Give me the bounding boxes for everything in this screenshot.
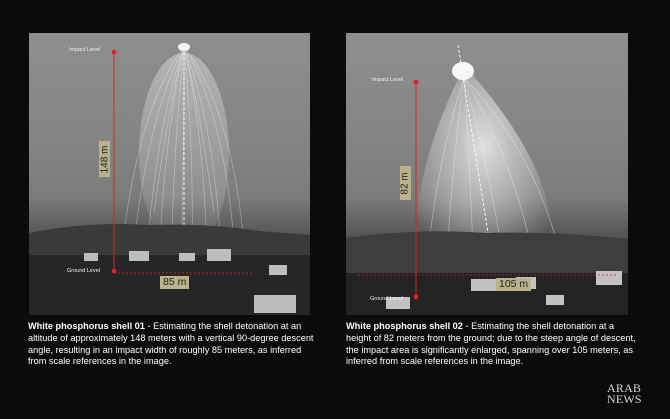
impact-level-label: Impact Level <box>372 77 404 83</box>
caption-shell-01 <box>28 321 318 368</box>
width-badge: 105 m <box>496 278 531 291</box>
height-badge <box>400 166 411 200</box>
impact-level-dot <box>112 50 117 55</box>
caption-body: - Estimating the shell detonation at an altitude of approximately 148 meters with a vertical 90-degree descent angle, resulting in an impact width of roughly 85 meters, as inferred from scale references in the image. <box>28 321 314 367</box>
caption-shell-02 <box>346 321 636 368</box>
height-badge-text: 148 m <box>99 145 111 173</box>
ground-level-label: Ground Level <box>67 268 101 274</box>
logo-line-2: NEWS <box>607 392 642 406</box>
width-badge: 85 m <box>160 276 189 289</box>
height-badge-text: 82 m <box>400 171 412 195</box>
caption-title: White phosphorus shell 02 <box>346 321 463 331</box>
photo-panel-shell-02 <box>346 33 628 315</box>
height-badge <box>99 141 110 177</box>
arab-news-logo <box>607 383 659 405</box>
shell-02-scene <box>346 33 628 315</box>
logo-line-1: ARAB <box>607 381 642 395</box>
impact-level-dot <box>414 80 419 85</box>
impact-level-label: Impact Level <box>69 47 101 53</box>
photo-panel-shell-01 <box>29 33 310 315</box>
caption-body: - Estimating the shell detonation at a height of 82 meters from the ground; due to the steep angle of descent, the impact area is significantly enlarged, spanning over 105 meters, as inferred from scale references in the image. <box>346 321 636 367</box>
caption-title: White phosphorus shell 01 <box>28 321 145 331</box>
ground-level-label: Ground Level <box>370 296 404 302</box>
ground-level-dot <box>414 295 419 300</box>
